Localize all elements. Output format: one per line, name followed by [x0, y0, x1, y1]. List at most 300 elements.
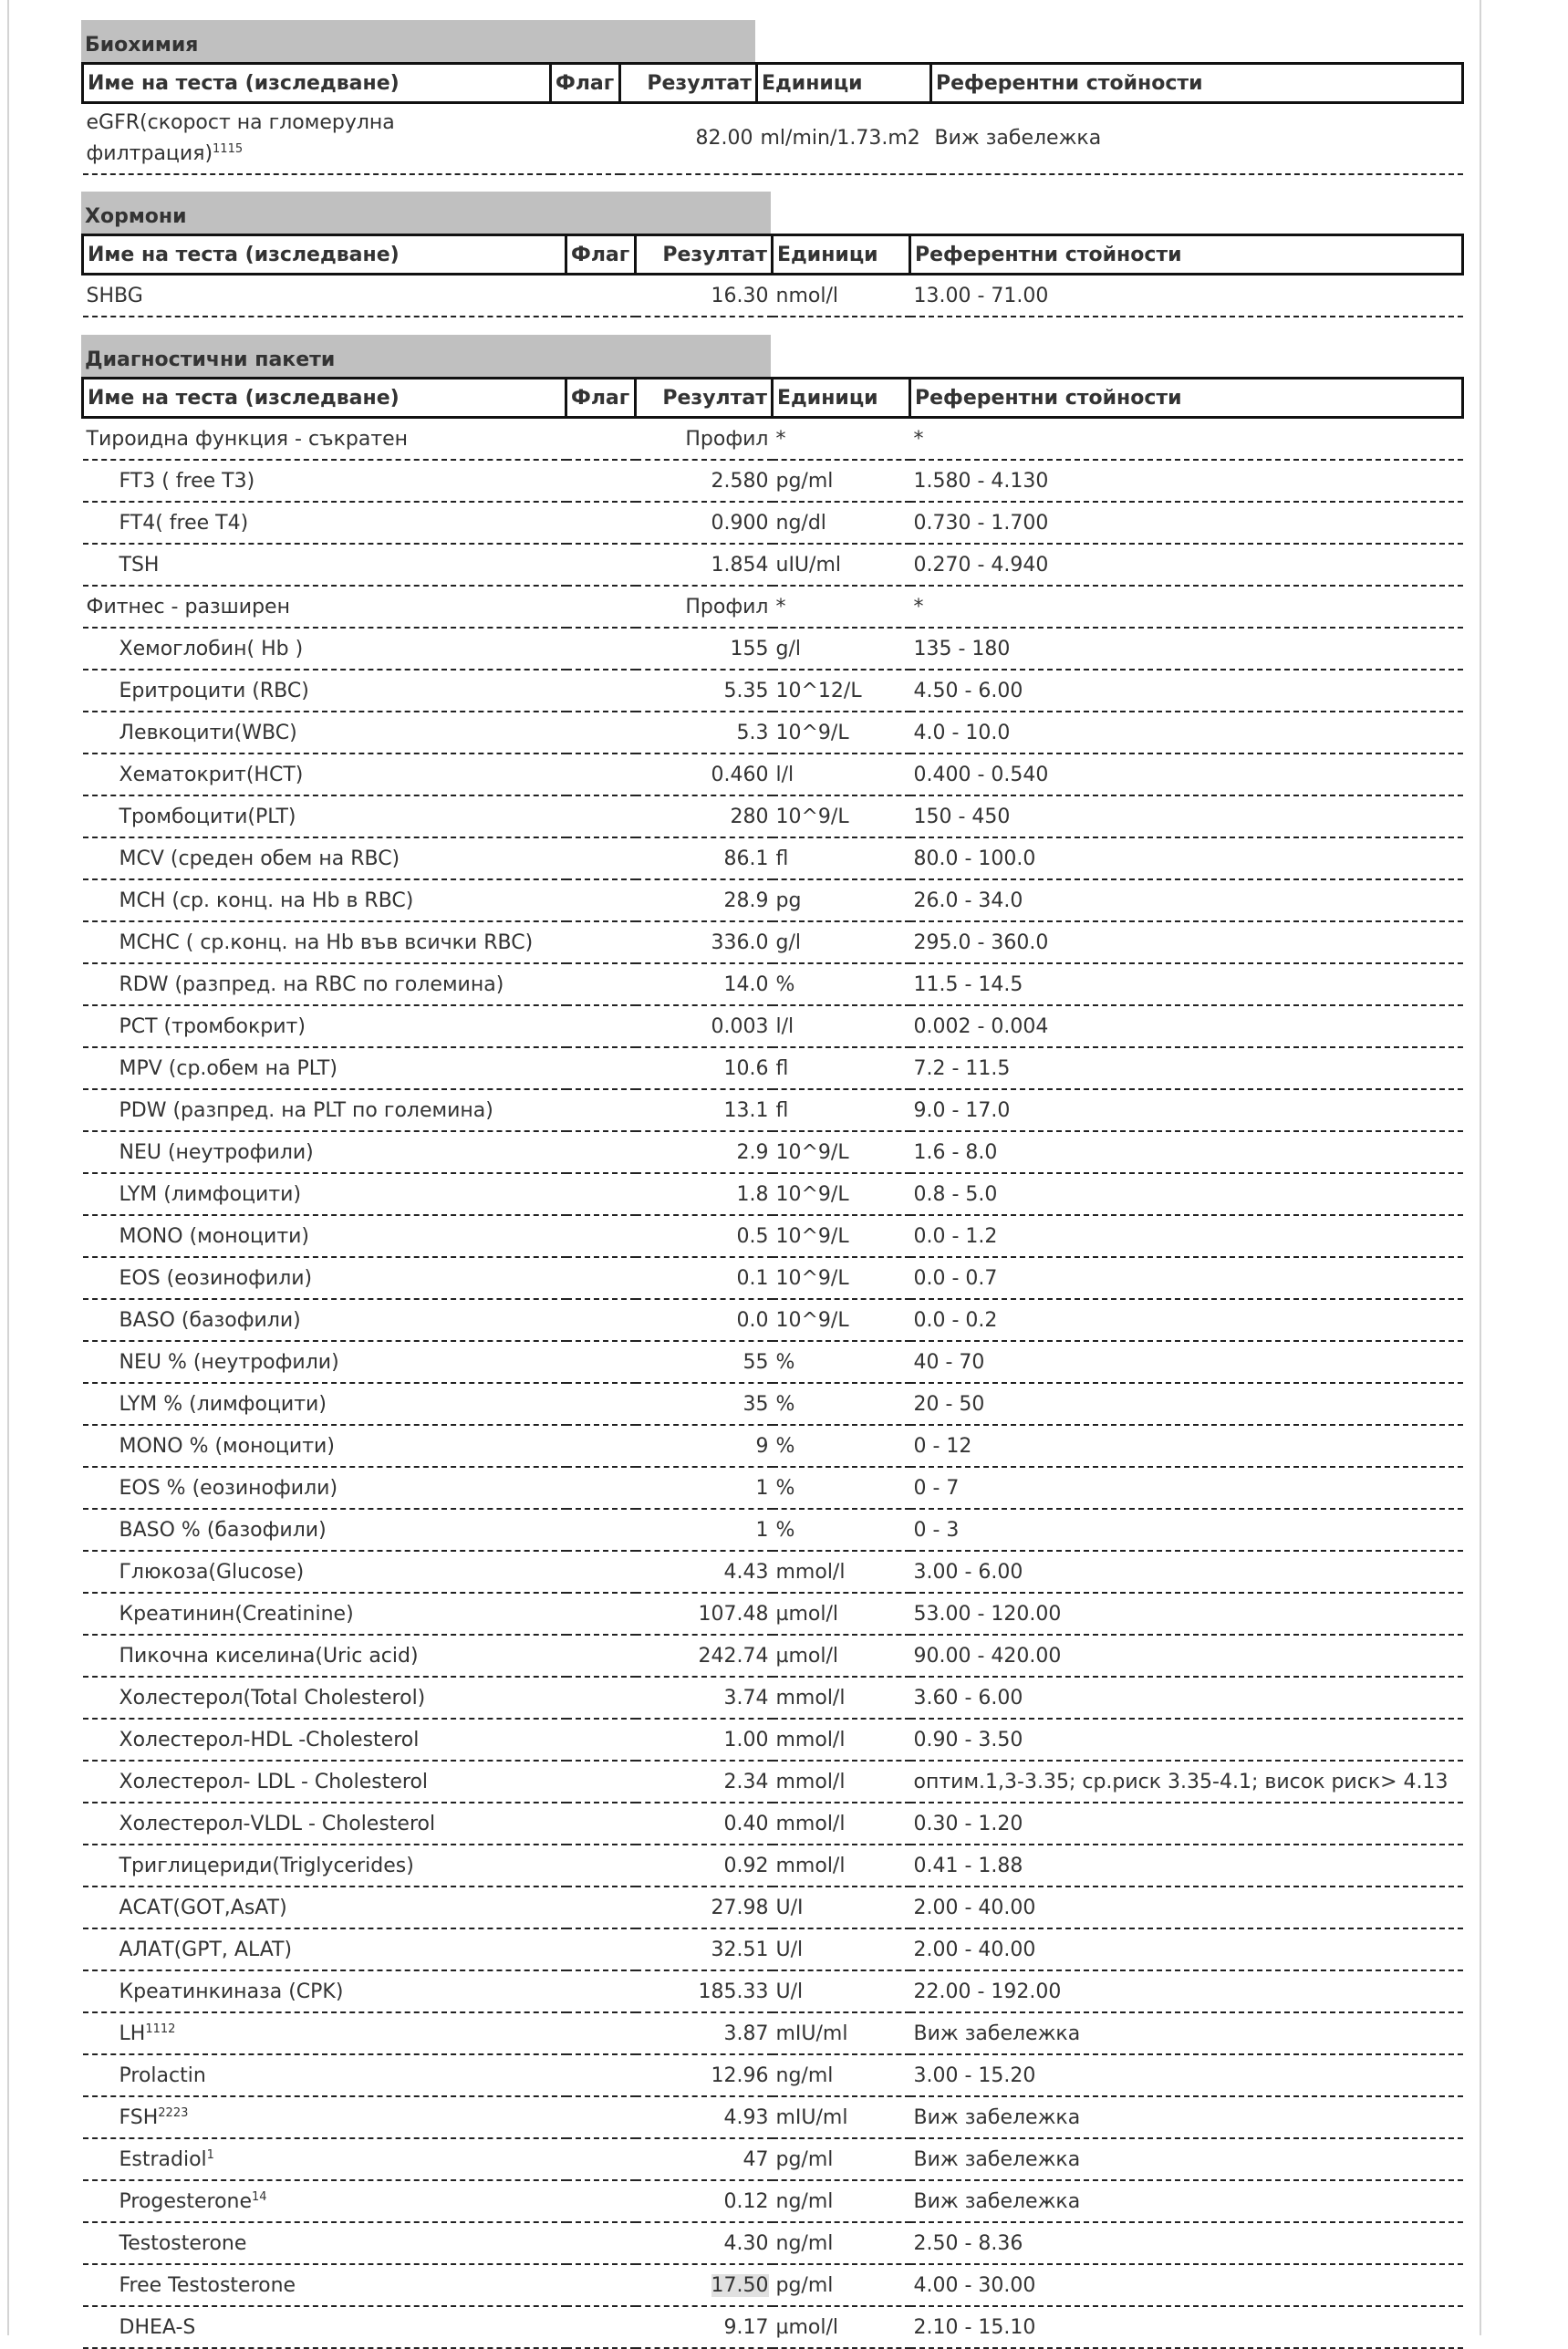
units-value: pg — [775, 889, 802, 912]
reference-cell — [910, 1803, 1463, 1845]
reference-cell — [910, 1970, 1463, 2012]
units-value: fl — [775, 1098, 789, 1122]
section-biochemistry — [81, 20, 1461, 175]
reference-cell — [910, 1047, 1463, 1089]
flag-cell — [566, 502, 636, 544]
units-cell — [773, 1425, 910, 1467]
column-header-result: Резултат — [636, 379, 773, 418]
test-name: MPV (ср.обем на PLT) — [119, 1056, 337, 1080]
table-header-row — [83, 64, 1463, 103]
units-cell — [773, 2138, 910, 2180]
table-row — [83, 2096, 1463, 2138]
result-value: 5.35 — [723, 679, 769, 702]
units-cell — [773, 2012, 910, 2054]
units-value: 10^9/L — [775, 1182, 849, 1206]
flag-cell — [566, 1719, 636, 1761]
flag-cell — [566, 795, 636, 837]
table-row — [83, 2264, 1463, 2306]
units-cell — [773, 712, 910, 754]
column-header-flag: Флаг — [566, 379, 636, 418]
test-name-cell — [83, 754, 566, 795]
reference-cell — [910, 963, 1463, 1005]
section-diagnostic-packages — [81, 335, 1461, 2349]
test-name: Креатинин(Creatinine) — [119, 1602, 354, 1626]
units-value: ng/ml — [775, 2231, 834, 2255]
result-cell — [636, 712, 773, 754]
test-name: Холестерол- LDL - Cholesterol — [119, 1770, 429, 1793]
result-value: Профил — [685, 595, 769, 618]
flag-cell — [566, 1299, 636, 1341]
test-name-cell — [83, 795, 566, 837]
test-name: NEU (неутрофили) — [119, 1140, 314, 1164]
test-name: MCHC ( ср.конц. на Hb във всички RBC) — [119, 930, 534, 954]
reference-cell — [910, 1509, 1463, 1551]
test-name: Триглицериди(Triglycerides) — [119, 1854, 414, 1877]
test-name: Глюкоза(Glucose) — [119, 1560, 305, 1584]
result-value: 35 — [742, 1392, 769, 1416]
flag-cell — [566, 1047, 636, 1089]
test-name: АЛАТ(GPT, ALAT) — [119, 1938, 293, 1961]
test-name-cell — [83, 1383, 566, 1425]
table-row — [83, 963, 1463, 1005]
reference-value: 150 - 450 — [913, 805, 1011, 828]
units-cell — [773, 1761, 910, 1803]
units-value: * — [775, 595, 786, 618]
flag-cell — [566, 1467, 636, 1509]
test-name: BASO % (базофили) — [119, 1518, 327, 1542]
test-name-cell — [83, 103, 551, 175]
table-row — [83, 670, 1463, 712]
test-name-cell — [83, 1215, 566, 1257]
units-cell — [773, 2264, 910, 2306]
result-cell — [636, 2180, 773, 2222]
test-name-cell — [83, 1551, 566, 1593]
result-value: 27.98 — [711, 1896, 769, 1919]
test-name: SHBG — [86, 284, 143, 307]
units-cell — [773, 879, 910, 921]
result-value: 1.00 — [723, 1728, 769, 1751]
reference-cell — [910, 460, 1463, 502]
table-row — [83, 1509, 1463, 1551]
flag-cell — [566, 1803, 636, 1845]
reference-value: 1.6 - 8.0 — [913, 1140, 998, 1164]
reference-cell — [910, 2180, 1463, 2222]
result-value: 0.12 — [723, 2189, 769, 2213]
reference-cell — [910, 1593, 1463, 1635]
units-cell — [773, 275, 910, 317]
reference-cell — [910, 1467, 1463, 1509]
test-name: BASO (базофили) — [119, 1308, 301, 1332]
reference-cell — [910, 1131, 1463, 1173]
test-name-cell — [83, 1047, 566, 1089]
result-value: 242.74 — [698, 1644, 769, 1668]
result-cell — [636, 1509, 773, 1551]
reference-value: 0.0 - 0.7 — [913, 1266, 998, 1290]
result-cell — [636, 1005, 773, 1047]
units-value: 10^9/L — [775, 1140, 849, 1164]
units-value: U/l — [775, 1980, 804, 2003]
result-cell — [636, 1970, 773, 2012]
test-name: RDW (разпред. на RBC по големина) — [119, 972, 504, 996]
result-cell — [636, 670, 773, 712]
result-cell — [636, 1215, 773, 1257]
reference-value: 0.0 - 1.2 — [913, 1224, 998, 1248]
units-value: mmol/l — [775, 1686, 846, 1710]
reference-cell — [910, 2096, 1463, 2138]
test-name-cell — [83, 1928, 566, 1970]
units-value: 10^9/L — [775, 805, 849, 828]
reference-value: 22.00 - 192.00 — [913, 1980, 1062, 2003]
flag-cell — [566, 544, 636, 586]
reference-value: 9.0 - 17.0 — [913, 1098, 1011, 1122]
flag-cell — [566, 1005, 636, 1047]
flag-cell — [566, 1551, 636, 1593]
table-row — [83, 586, 1463, 628]
test-name: Холестерол-HDL -Cholesterol — [119, 1728, 420, 1751]
units-value: % — [775, 1350, 795, 1374]
result-value: 3.87 — [723, 2022, 769, 2045]
units-value: µmol/l — [775, 2315, 839, 2339]
results-table — [81, 234, 1464, 317]
reference-cell — [910, 544, 1463, 586]
flag-cell — [566, 712, 636, 754]
table-row — [83, 1635, 1463, 1677]
table-row — [83, 103, 1463, 175]
test-name: DHEA-S — [119, 2315, 196, 2339]
units-value: 10^9/L — [775, 721, 849, 744]
reference-value: 2.10 - 15.10 — [913, 2315, 1036, 2339]
units-value: U/l — [775, 1938, 804, 1961]
test-name-cell — [83, 1131, 566, 1173]
result-value: 336.0 — [711, 930, 769, 954]
units-cell — [773, 1047, 910, 1089]
flag-cell — [566, 1970, 636, 2012]
units-value: fl — [775, 1056, 789, 1080]
flag-cell — [566, 1341, 636, 1383]
test-name-cell — [83, 2138, 566, 2180]
reference-value: 4.0 - 10.0 — [913, 721, 1011, 744]
result-cell — [636, 460, 773, 502]
table-row — [83, 1131, 1463, 1173]
reference-value: 3.60 - 6.00 — [913, 1686, 1023, 1710]
table-row — [83, 1089, 1463, 1131]
test-name: EOS % (еозинофили) — [119, 1476, 338, 1500]
test-name-cell — [83, 418, 566, 461]
flag-cell — [566, 921, 636, 963]
flag-cell — [566, 1425, 636, 1467]
test-name: NEU % (неутрофили) — [119, 1350, 339, 1374]
test-name: eGFR(скорост на гломерулна филтрация) — [86, 111, 395, 165]
units-value: mmol/l — [775, 1812, 846, 1835]
units-value: mmol/l — [775, 1728, 846, 1751]
units-cell — [773, 1131, 910, 1173]
units-cell — [773, 2180, 910, 2222]
reference-value: 40 - 70 — [913, 1350, 985, 1374]
test-name: LYM (лимфоцити) — [119, 1182, 302, 1206]
units-value: g/l — [775, 637, 801, 660]
units-cell — [773, 1341, 910, 1383]
result-value: 2.580 — [711, 469, 769, 493]
test-name-cell — [83, 544, 566, 586]
units-value: pg/ml — [775, 2147, 834, 2171]
reference-cell — [910, 1299, 1463, 1341]
table-header-row — [83, 235, 1463, 275]
table-row — [83, 1719, 1463, 1761]
test-name-cell — [83, 1886, 566, 1928]
test-name: Фитнес - разширен — [86, 595, 290, 618]
reference-value: 7.2 - 11.5 — [913, 1056, 1011, 1080]
units-cell — [773, 795, 910, 837]
result-value: 14.0 — [723, 972, 769, 996]
reference-cell — [910, 1173, 1463, 1215]
table-row — [83, 2012, 1463, 2054]
units-cell — [773, 1593, 910, 1635]
result-cell — [636, 1173, 773, 1215]
test-name: АСАТ(GOT,AsAT) — [119, 1896, 287, 1919]
test-name-cell — [83, 2222, 566, 2264]
result-cell — [636, 502, 773, 544]
reference-cell — [910, 879, 1463, 921]
units-cell — [773, 2222, 910, 2264]
units-value: ng/ml — [775, 2189, 834, 2213]
result-value: 1 — [755, 1518, 769, 1542]
reference-value: 0.270 - 4.940 — [913, 553, 1049, 577]
column-header-units: Единици — [757, 64, 931, 103]
test-name: Левкоцити(WBC) — [119, 721, 297, 744]
units-value: µmol/l — [775, 1644, 839, 1668]
result-value: 12.96 — [711, 2063, 769, 2087]
reference-cell — [910, 1089, 1463, 1131]
result-value: 2.9 — [736, 1140, 769, 1164]
reference-cell — [910, 1761, 1463, 1803]
test-name-cell — [83, 2096, 566, 2138]
test-name-cell — [83, 963, 566, 1005]
result-value: 280 — [730, 805, 769, 828]
flag-cell — [566, 1635, 636, 1677]
test-name-cell — [83, 1509, 566, 1551]
test-name-cell — [83, 1089, 566, 1131]
result-cell — [636, 1551, 773, 1593]
units-cell — [773, 628, 910, 670]
result-cell — [636, 1719, 773, 1761]
test-name-cell — [83, 1341, 566, 1383]
table-row — [83, 1845, 1463, 1886]
reference-cell — [910, 1635, 1463, 1677]
units-value: U/I — [775, 1896, 804, 1919]
result-cell — [636, 1047, 773, 1089]
result-cell — [636, 963, 773, 1005]
reference-cell — [910, 502, 1463, 544]
units-value: % — [775, 1392, 795, 1416]
reference-value: 1.580 - 4.130 — [913, 469, 1049, 493]
units-cell — [773, 460, 910, 502]
reference-value: 0.0 - 0.2 — [913, 1308, 998, 1332]
test-name: EOS (еозинофили) — [119, 1266, 313, 1290]
table-header-row — [83, 379, 1463, 418]
test-name-cell — [83, 921, 566, 963]
table-row — [83, 1341, 1463, 1383]
reference-value: Виж забележка — [913, 2105, 1081, 2129]
table-row — [83, 2222, 1463, 2264]
reference-cell — [910, 1719, 1463, 1761]
reference-value: 53.00 - 120.00 — [913, 1602, 1062, 1626]
result-cell — [636, 1257, 773, 1299]
test-name-cell — [83, 2306, 566, 2348]
result-cell — [636, 1635, 773, 1677]
test-name-cell — [83, 1719, 566, 1761]
column-header-name: Име на теста (изследване) — [83, 379, 566, 418]
reference-cell — [910, 1551, 1463, 1593]
units-value: 10^9/L — [775, 1224, 849, 1248]
reference-cell — [910, 1257, 1463, 1299]
test-name: Креатинкиназа (CPK) — [119, 1980, 344, 2003]
units-cell — [773, 921, 910, 963]
units-value: 10^12/L — [775, 679, 862, 702]
table-row — [83, 2054, 1463, 2096]
reference-cell — [910, 2138, 1463, 2180]
units-value: ng/dl — [775, 511, 826, 535]
test-name: Free Testosterone — [119, 2273, 296, 2297]
units-cell — [773, 1886, 910, 1928]
units-cell — [757, 103, 931, 175]
column-header-units: Единици — [773, 235, 910, 275]
table-row — [83, 1425, 1463, 1467]
table-row — [83, 712, 1463, 754]
reference-value: 90.00 - 420.00 — [913, 1644, 1062, 1668]
table-row — [83, 1257, 1463, 1299]
units-cell — [773, 586, 910, 628]
units-value: 10^9/L — [775, 1308, 849, 1332]
reference-value: 3.00 - 6.00 — [913, 1560, 1023, 1584]
result-value: 4.43 — [723, 1560, 769, 1584]
reference-cell — [910, 1677, 1463, 1719]
result-value: 2.34 — [723, 1770, 769, 1793]
result-cell — [636, 2138, 773, 2180]
table-row — [83, 1551, 1463, 1593]
units-cell — [773, 1467, 910, 1509]
test-name-cell — [83, 1635, 566, 1677]
result-cell — [636, 2012, 773, 2054]
reference-cell — [910, 712, 1463, 754]
table-row — [83, 2138, 1463, 2180]
reference-cell — [910, 670, 1463, 712]
test-name-cell — [83, 1257, 566, 1299]
reference-value: 0.400 - 0.540 — [913, 763, 1049, 786]
test-name-cell — [83, 879, 566, 921]
test-name-cell — [83, 712, 566, 754]
test-name: MCV (среден обем на RBC) — [119, 847, 400, 870]
result-value: 32.51 — [711, 1938, 769, 1961]
test-name-cell — [83, 1299, 566, 1341]
units-value: fl — [775, 847, 789, 870]
reference-cell — [910, 1383, 1463, 1425]
result-cell — [636, 1886, 773, 1928]
reference-value: 0.8 - 5.0 — [913, 1182, 998, 1206]
reference-cell — [910, 2306, 1463, 2348]
units-value: ng/ml — [775, 2063, 834, 2087]
flag-cell — [566, 1257, 636, 1299]
column-header-name: Име на теста (изследване) — [83, 235, 566, 275]
result-cell — [636, 2306, 773, 2348]
result-cell — [636, 2264, 773, 2306]
units-value: nmol/l — [775, 284, 838, 307]
test-name-cell — [83, 1761, 566, 1803]
result-cell — [636, 1131, 773, 1173]
result-cell — [636, 418, 773, 461]
flag-cell — [566, 1089, 636, 1131]
result-value: 86.1 — [723, 847, 769, 870]
footnote-marker: 14 — [252, 2189, 267, 2204]
flag-cell — [566, 2054, 636, 2096]
reference-cell — [910, 2264, 1463, 2306]
units-value: mmol/l — [775, 1560, 846, 1584]
result-cell — [636, 2096, 773, 2138]
reference-value: Виж забележка — [913, 2189, 1081, 2213]
test-name-cell — [83, 2264, 566, 2306]
table-row — [83, 1005, 1463, 1047]
result-value: 55 — [742, 1350, 769, 1374]
reference-cell — [910, 275, 1463, 317]
flag-cell — [566, 1131, 636, 1173]
result-cell — [636, 837, 773, 879]
units-cell — [773, 2054, 910, 2096]
reference-cell — [910, 921, 1463, 963]
units-value: * — [775, 427, 786, 451]
table-row — [83, 275, 1463, 317]
result-value: 0.900 — [711, 511, 769, 535]
test-name: Progesterone — [119, 2189, 253, 2213]
units-value: % — [775, 1476, 795, 1500]
result-value: 10.6 — [723, 1056, 769, 1080]
units-cell — [773, 418, 910, 461]
result-value: 1.8 — [736, 1182, 769, 1206]
reference-value: Виж забележка — [913, 2022, 1081, 2045]
result-value: 1.854 — [711, 553, 769, 577]
reference-cell — [910, 1886, 1463, 1928]
reference-value: 0 - 3 — [913, 1518, 960, 1542]
section-title: Хормони — [81, 192, 771, 234]
result-value: 28.9 — [723, 889, 769, 912]
reference-value: 13.00 - 71.00 — [913, 284, 1049, 307]
flag-cell — [551, 103, 620, 175]
result-cell — [636, 1928, 773, 1970]
result-value: 0.1 — [736, 1266, 769, 1290]
units-cell — [773, 1257, 910, 1299]
result-cell — [636, 879, 773, 921]
test-name: FT3 ( free T3) — [119, 469, 255, 493]
reference-cell — [931, 103, 1463, 175]
table-row — [83, 1677, 1463, 1719]
test-name-cell — [83, 1803, 566, 1845]
result-value: 107.48 — [698, 1602, 769, 1626]
flag-cell — [566, 879, 636, 921]
reference-cell — [910, 754, 1463, 795]
table-row — [83, 418, 1463, 461]
result-cell — [636, 1467, 773, 1509]
units-cell — [773, 1970, 910, 2012]
column-header-result: Резултат — [636, 235, 773, 275]
section-title: Диагностични пакети — [81, 335, 771, 377]
units-value: ml/min/1.73.m2 — [760, 127, 920, 150]
table-row — [83, 1467, 1463, 1509]
flag-cell — [566, 670, 636, 712]
table-row — [83, 2306, 1463, 2348]
result-value: 155 — [730, 637, 769, 660]
test-name: Пикочна киселина(Uric acid) — [119, 1644, 419, 1668]
result-cell — [636, 754, 773, 795]
test-name-cell — [83, 1845, 566, 1886]
result-cell — [636, 1341, 773, 1383]
